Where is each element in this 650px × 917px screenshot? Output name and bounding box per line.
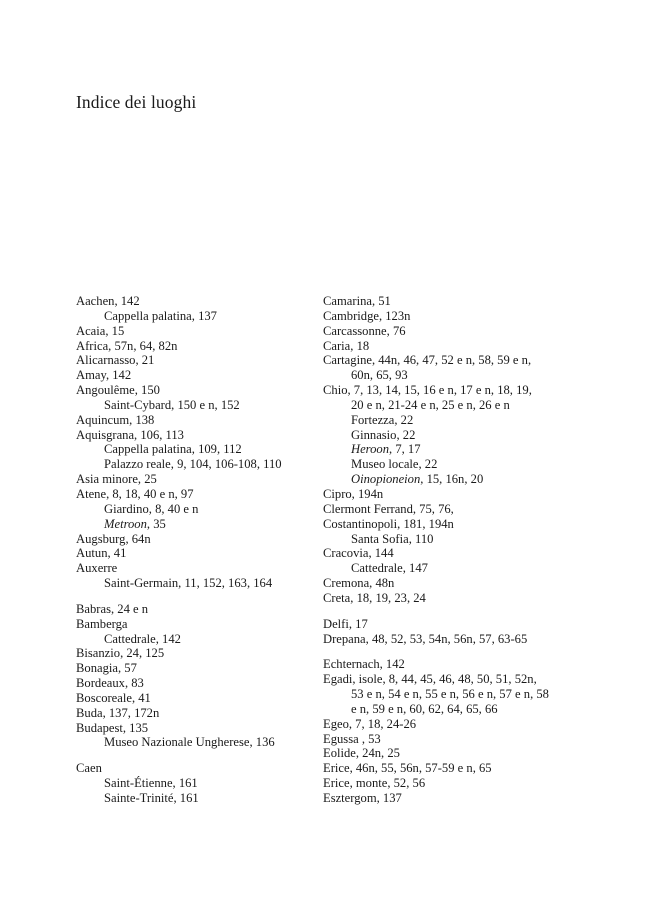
entry-text: Palazzo reale, 9, 104, 106-108, 110 [104,457,282,472]
entry-text: 53 e n, 54 e n, 55 e n, 56 e n, 57 e n, 58 [351,687,549,702]
index-subentry [76,502,306,517]
entry-text: Erice, 46n, 55, 56n, 57-59 e n, 65 [323,761,492,776]
entry-text: Egadi, isole, 8, 44, 45, 46, 48, 50, 51, 52n, [323,672,537,687]
index-entry [76,532,306,547]
index-subentry [323,561,568,576]
index-entry [76,691,306,706]
entry-text: Cappella palatina, 137 [104,308,217,323]
entry-text: Cattedrale, 142 [104,631,181,646]
entry-text: Carcassonne, 76 [323,323,406,338]
entry-text: Cremona, 48n [323,576,395,591]
index-subentry [323,413,568,428]
index-entry [323,717,568,732]
index-entry [76,706,306,721]
index-entry [323,776,568,791]
index-entry [323,576,568,591]
index-subentry [323,472,568,487]
entry-text: Alicarnasso, 21 [76,353,155,368]
entry-text: Cappella palatina, 109, 112 [104,442,242,457]
index-subentry [76,776,306,791]
entry-text: Bonagia, 57 [76,661,137,676]
index-subentry [323,442,568,457]
entry-text: e n, 59 e n, 60, 62, 64, 65, 66 [351,701,498,716]
entry-text: Erice, monte, 52, 56 [323,776,426,791]
entry-text: Egeo, 7, 18, 24-26 [323,716,417,731]
entry-text: Cracovia, 144 [323,546,394,561]
entry-text: 60n, 65, 93 [351,368,408,383]
index-entry [323,791,568,806]
entry-text: Cipro, 194n [323,486,384,501]
index-entry [323,339,568,354]
entry-text: Asia minore, 25 [76,472,157,487]
entry-text: Babras, 24 e n [76,601,149,616]
entry-text: Bisanzio, 24, 125 [76,646,165,661]
italic-term: Heroon [351,442,390,457]
entry-text: Sainte-Trinité, 161 [104,791,199,805]
index-entry-continuation [323,398,568,413]
index-entry [76,368,306,383]
entry-text: Cambridge, 123n [323,308,411,323]
index-column-left [76,294,306,806]
entry-text: Augsburg, 64n [76,531,151,546]
index-subentry [76,576,306,591]
index-entry [76,339,306,354]
index-entry [323,732,568,747]
entry-text: 20 e n, 21-24 e n, 25 e n, 26 e n [351,397,510,412]
italic-term: Oinopioneion [351,472,421,487]
entry-text: Cartagine, 44n, 46, 47, 52 e n, 58, 59 e n, [323,353,532,368]
entry-text: , 7, 17 [389,442,421,457]
index-subentry [323,532,568,547]
entry-text: Amay, 142 [76,368,132,383]
index-subentry [76,457,306,472]
entry-text: Giardino, 8, 40 e n [104,501,199,516]
entry-text: Fortezza, 22 [351,412,414,427]
entry-text: Buda, 137, 172n [76,705,160,720]
index-entry [323,324,568,339]
entry-text: Costantinopoli, 181, 194n [323,516,454,531]
index-entry [76,324,306,339]
index-entry [323,383,568,398]
index-entry [76,761,306,776]
index-entry [76,561,306,576]
entry-text: Egussa , 53 [323,731,381,746]
entry-text: Budapest, 135 [76,720,149,735]
index-entry [323,617,568,632]
entry-text: Clermont Ferrand, 75, 76, [323,501,454,516]
index-subentry [323,457,568,472]
entry-text: Acaia, 15 [76,323,125,338]
entry-text: Drepana, 48, 52, 53, 54n, 56n, 57, 63-65 [323,631,528,646]
page-title: Indice dei luoghi [76,92,197,112]
index-entry [76,487,306,502]
index-subentry [76,309,306,324]
entry-text: Cattedrale, 147 [351,561,428,576]
index-entry [323,672,568,687]
index-entry [323,517,568,532]
index-entry [323,309,568,324]
index-entry [76,676,306,691]
index-entry [76,646,306,661]
entry-text: Saint-Étienne, 161 [104,776,198,791]
entry-text: Delfi, 17 [323,616,368,631]
index-entry [323,353,568,368]
entry-text: Caen [76,761,102,776]
entry-gap [76,750,306,761]
entry-text: Eolide, 24n, 25 [323,746,400,761]
index-entry [76,602,306,617]
entry-text: , 35 [146,516,166,531]
entry-gap [76,591,306,602]
index-entry [76,428,306,443]
entry-text: Creta, 18, 19, 23, 24 [323,590,426,605]
entry-text: Ginnasio, 22 [351,427,416,442]
entry-text: Aquisgrana, 106, 113 [76,427,184,442]
index-column-right [323,294,568,806]
index-entry [76,383,306,398]
entry-text: Museo locale, 22 [351,457,438,472]
index-entry [323,502,568,517]
index-entry [323,761,568,776]
index-entry-continuation [323,702,568,717]
entry-text: Esztergom, 137 [323,791,402,805]
index-subentry [323,428,568,443]
index-entry [76,721,306,736]
index-subentry [76,398,306,413]
index-subentry [76,442,306,457]
entry-text: Auxerre [76,561,118,576]
entry-text: Africa, 57n, 64, 82n [76,338,178,353]
entry-text: Caria, 18 [323,338,370,353]
index-entry [76,661,306,676]
entry-text: Museo Nazionale Ungherese, 136 [104,735,275,750]
entry-text: Aachen, 142 [76,294,140,308]
entry-text: Echternach, 142 [323,657,405,672]
index-entry [76,294,306,309]
entry-text: Chio, 7, 13, 14, 15, 16 e n, 17 e n, 18, 19, [323,383,532,398]
index-entry-continuation [323,368,568,383]
entry-text: Bamberga [76,616,128,631]
entry-text: Angoulême, 150 [76,383,160,398]
index-subentry [76,517,306,532]
entry-text: Camarina, 51 [323,294,391,308]
entry-gap [323,646,568,657]
index-entry-continuation [323,687,568,702]
entry-text: Bordeaux, 83 [76,676,144,691]
index-subentry [76,791,306,806]
index-entry [76,413,306,428]
index-entry [76,472,306,487]
entry-text: Saint-Cybard, 150 e n, 152 [104,397,240,412]
entry-text: Atene, 8, 18, 40 e n, 97 [76,486,194,501]
index-entry [323,746,568,761]
entry-gap [323,606,568,617]
index-entry [323,591,568,606]
index-entry [76,617,306,632]
entry-text: , 15, 16n, 20 [420,472,484,487]
italic-term: Metroon [104,516,147,531]
entry-text: Boscoreale, 41 [76,690,151,705]
index-subentry [76,632,306,647]
entry-text: Santa Sofia, 110 [351,531,434,546]
index-entry [323,657,568,672]
index-entry [76,546,306,561]
index-entry [323,294,568,309]
entry-text: Aquincum, 138 [76,412,155,427]
index-entry [323,487,568,502]
index-entry [323,546,568,561]
entry-text: Saint-Germain, 11, 152, 163, 164 [104,576,273,591]
index-subentry [76,735,306,750]
index-entry [323,632,568,647]
index-entry [76,353,306,368]
entry-text: Autun, 41 [76,546,127,561]
